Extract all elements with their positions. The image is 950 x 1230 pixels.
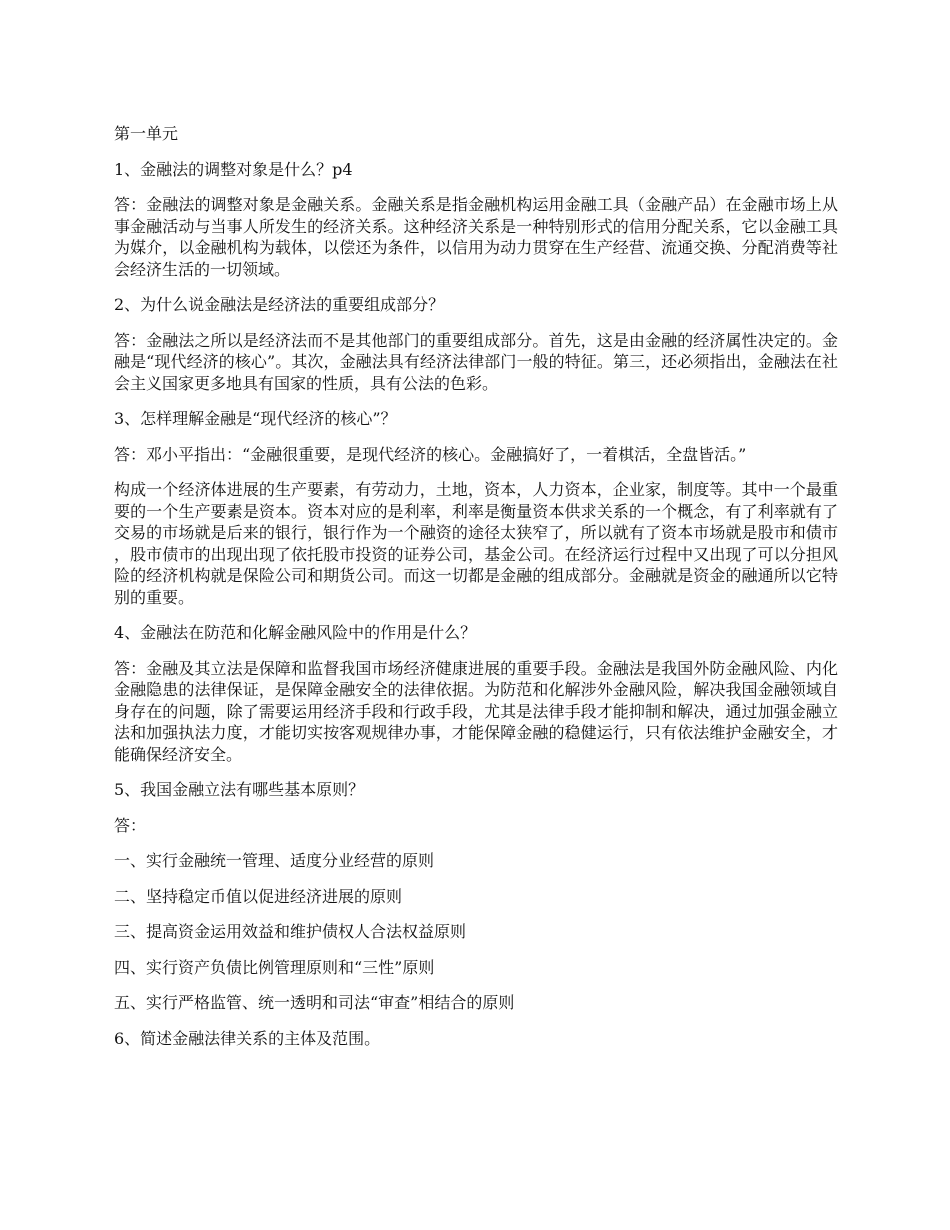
question-1: 1、金融法的调整对象是什么？p4 [114,159,353,179]
question-5: 5、我国金融立法有哪些基本原则？ [114,780,365,799]
question-2: 2、为什么说金融法是经济法的重要组成部分？ [114,295,445,314]
answer-2: 答：金融法之所以是经济法而不是其他部门的重要组成部分。首先，这是由金融的经济属性决定的。金融是“现代经济的核心”。其次，金融法具有经济法律部门一般的特征。第三，还必须指出，金融法在社会主义国家更多地具有国家的性质，具有公法的色彩。 [114,330,838,393]
unit-title: 第一单元 [114,124,179,143]
question-4: 4、金融法在防范和化解金融风险中的作用是什么？ [114,623,477,642]
answer-1: 答：金融法的调整对象是金融关系。金融关系是指金融机构运用金融工具（金融产品）在金融市场上从事金融活动与当事人所发生的经济关系。这种经济关系是一种特别形式的信用分配关系，它以金融工具为媒介，以金融机构为载体，以偿还为条件，以信用为动力贯穿在生产经营、流通交换、分配消费等社会经济生活的一切领域。 [114,195,838,279]
principle-1: 一、实行金融统一管理、适度分业经营的原则 [114,851,435,870]
answer-3-quote: 答：邓小平指出：“金融很重要，是现代经济的核心。金融搞好了，一着棋活，全盘皆活。” [114,444,747,464]
answer-5-label: 答： [114,815,147,835]
document-body [114,123,838,1063]
answer-4: 答：金融及其立法是保障和监督我国市场经济健康进展的重要手段。金融法是我国外防金融风险、内化金融隐患的法律保证，是保障金融安全的法律依据。为防范和化解涉外金融风险，解决我国金融领域自身存在的问题，除了需要运用经济手段和行政手段，尤其是法律手段才能抑制和解决，通过加强金融立法和加强执法力度，才能切实按客观规律办事，才能保障金融的稳健运行，只有依法维护金融安全，才能确保经济安全。 [114,658,838,764]
principle-2: 二、坚持稳定币值以促进经济进展的原则 [114,886,403,906]
answer-3-body: 构成一个经济体进展的生产要素，有劳动力，土地，资本，人力资本，企业家，制度等。其中一个最重要的一个生产要素是资本。资本对应的是利率，利率是衡量资本供求关系的一个概念，有了利率就有了交易的市场就是后来的银行，银行作为一个融资的途径太狭窄了，所以就有了资本市场就是股市和债市，股市债市的出现出现了依托股市投资的证券公司，基金公司。在经济运行过程中又出现了可以分担风险的经济机构就是保险公司和期货公司。而这一切都是金融的组成部分。金融就是资金的融通所以它特别的重要。 [114,480,838,607]
principle-4: 四、实行资产负债比例管理原则和“三性”原则 [114,957,435,977]
principle-3: 三、提高资金运用效益和维护债权人合法权益原则 [114,922,467,941]
question-6: 6、简述金融法律关系的主体及范围。 [114,1028,381,1048]
principle-5: 五、实行严格监管、统一透明和司法“审查”相结合的原则 [114,993,515,1012]
question-3: 3、怎样理解金融是“现代经济的核心”？ [114,409,397,428]
